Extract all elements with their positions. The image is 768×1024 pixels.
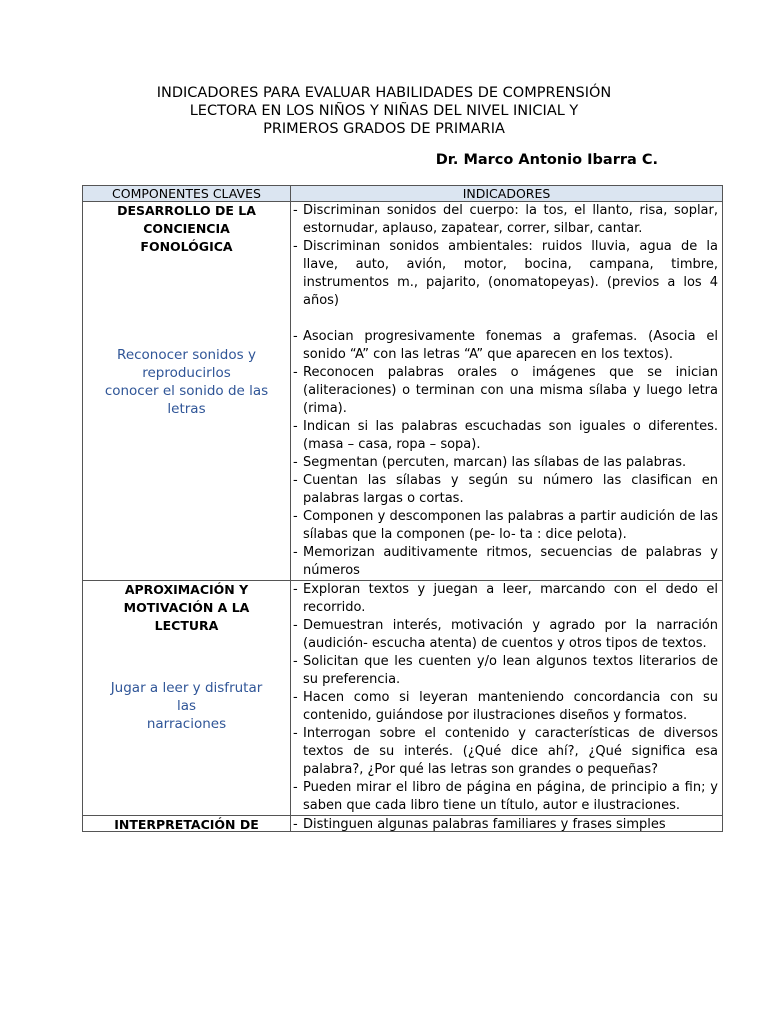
component-cell	[83, 581, 291, 816]
indicator-item: - Demuestran interés, motivación y agrado por la narración (audición- escucha atenta) de cuentos y otros tipos de textos.	[293, 618, 718, 651]
component-title-line: INTERPRETACIÓN DE	[114, 817, 259, 831]
component-title-line: CONCIENCIA	[143, 221, 230, 236]
indicator-item: - Indican si las palabras escuchadas son iguales o diferentes. (masa – casa, ropa – sopa).	[293, 419, 718, 452]
table-row	[83, 581, 723, 816]
document-title	[80, 84, 688, 138]
subtitle-line: letras	[167, 401, 206, 417]
indicator-item: - Componen y descomponen las palabras a partir audición de las sílabas que la componen (pe- lo- ta : dice pelota).	[293, 509, 718, 542]
table-row	[83, 202, 723, 581]
indicators-table	[82, 185, 723, 832]
component-title-line: FONOLÓGICA	[140, 239, 233, 254]
component-title-line: MOTIVACIÓN A LA	[123, 600, 250, 615]
component-title-line: APROXIMACIÓN Y	[124, 582, 249, 597]
indicators-cell	[291, 202, 723, 581]
indicator-item: - Hacen como si leyeran manteniendo concordancia con su contenido, guiándose por ilustraciones diseños y formatos.	[293, 690, 718, 723]
indicator-item: - Cuentan las sílabas y según su número las clasifican en palabras largas o cortas.	[293, 473, 718, 506]
header-indicators: INDICADORES	[291, 186, 723, 202]
component-subtitle	[83, 679, 290, 733]
subtitle-line: conocer el sonido de las	[104, 383, 269, 399]
indicator-item: - Exploran textos y juegan a leer, marcando con el dedo el recorrido.	[293, 582, 718, 615]
subtitle-line: reproducirlos	[142, 365, 231, 381]
component-title	[83, 202, 290, 256]
indicator-item: - Discriminan sonidos del cuerpo: la tos, el llanto, risa, soplar, estornudar, aplauso, zapatear, correr, silbar, cantar.	[293, 203, 718, 236]
component-title-line: DESARROLLO DE LA	[117, 203, 256, 218]
indicators-cell	[291, 816, 723, 832]
component-cell	[83, 202, 291, 581]
indicator-spacer	[293, 310, 718, 328]
table-row	[83, 816, 723, 832]
subtitle-line: Jugar a leer y disfrutar	[110, 680, 263, 696]
subtitle-line: las	[176, 698, 197, 714]
title-line: LECTORA EN LOS NIÑOS Y NIÑAS DEL NIVEL INICIAL Y	[189, 103, 579, 119]
component-clip	[83, 816, 290, 831]
title-line: INDICADORES PARA EVALUAR HABILIDADES DE COMPRENSIÓN	[156, 85, 612, 101]
indicator-item: - Memorizan auditivamente ritmos, secuencias de palabras y números	[293, 545, 718, 578]
indicator-item: - Reconocen palabras orales o imágenes que se inician (aliteraciones) o terminan con una misma sílaba y luego letra (rima).	[293, 365, 718, 416]
component-title	[83, 581, 290, 635]
component-cell	[83, 816, 291, 832]
header-components: COMPONENTES CLAVES	[83, 186, 291, 202]
indicator-item: - Asocian progresivamente fonemas a grafemas. (Asocia el sonido “A” con las letras “A” que aparecen en los textos).	[293, 329, 718, 362]
component-title-line: LECTURA	[154, 618, 219, 633]
indicator-item: - Segmentan (percuten, marcan) las sílabas de las palabras.	[293, 455, 687, 470]
indicator-item: - Discriminan sonidos ambientales: ruidos lluvia, agua de la llave, auto, avión, motor, bocina, campana, timbre, instrumentos m., pajarito, (onomatopeyas). (previos a los 4 años)	[293, 239, 718, 308]
title-line: PRIMEROS GRADOS DE PRIMARIA	[263, 121, 505, 137]
table-header-row	[83, 186, 723, 202]
subtitle-line: narraciones	[146, 716, 227, 732]
component-subtitle	[83, 346, 290, 418]
indicator-item: - Pueden mirar el libro de página en página, de principio a fin; y saben que cada libro tiene un título, autor e ilustraciones.	[293, 780, 718, 813]
indicator-clip	[293, 816, 718, 831]
indicator-item: - Solicitan que les cuenten y/o lean algunos textos literarios de su preferencia.	[293, 654, 718, 687]
indicator-item: - Distinguen algunas palabras familiares y frases simples	[293, 817, 666, 831]
subtitle-line: Reconocer sonidos y	[117, 347, 256, 363]
author-name: Dr. Marco Antonio Ibarra C.	[435, 152, 658, 168]
indicators-cell	[291, 581, 723, 816]
indicator-item: - Interrogan sobre el contenido y características de diversos textos de su interés. (¿Qué dice ahí?, ¿Qué significa esa palabra?, ¿Por qué las letras son grandes o pequeñas?	[293, 726, 718, 777]
